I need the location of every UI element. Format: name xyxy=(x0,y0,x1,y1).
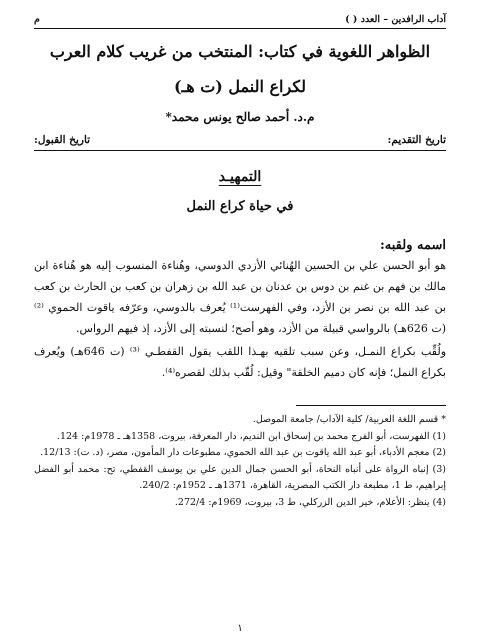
body-paragraph: هو أبو الحسن علي بن الحسين الهُنائي الأزدي الدوسي، وهُناءة المنسوب إليه هو هُناءة ابن مالك بن فهم بن غنم بن دوس بن عدنان بن عبد الله بن زهران بن كعب بن الحارث بن كعب بن عبد الله بن نصر بن الأزد، وفي الفهرست⁽¹⁾ يُعرف بالدوسي، وعرّفه ياقوت الحموي ⁽²⁾ (ت 626هـ) بالرواسي قبيلة من الأزد، وهو أصح؛ لنسبته إلى الأزد، إذ فيهم الرواس. xyxy=(34,259,447,335)
accepted-date: تاريخ القبول: xyxy=(34,134,91,146)
footnote-rule xyxy=(296,405,446,406)
footnote-3: (3) إنباه الرواة على أنباه النحاة، أبو الحسن جمال الدين علي بن يوسف القفطي، تح: محمد أبو الفضل إبراهيم، ط 1، مطبعة دار الكتب المصرية، القاهرة، 1371هـ ـ 1952م: 240/2. xyxy=(34,463,446,491)
dates-row xyxy=(34,134,446,146)
author-name: م.د. أحمد صالح يونس محمد* xyxy=(165,110,315,124)
journal-header xyxy=(34,12,446,26)
article-title: الظواهر اللغوية في كتاب: المنتخب من غريب كلام العرب xyxy=(49,42,431,61)
dates-rule xyxy=(34,150,446,151)
header-rule xyxy=(34,28,446,29)
document-page xyxy=(34,12,446,632)
article-title-line2: لكراع النمل (ت هـ) xyxy=(173,77,307,96)
body-paragraph: ولُقِّب بكراع النمـل، وعن سبب تلقيه بهـذا اللقب يقول القفطـي ⁽³⁾ (ت 646هـ) ويُعرف بكراع النمل؛ فإنه كان دميم الخلقة" وقيل: لُقّب بذلك لقصره⁽⁴⁾. xyxy=(34,345,447,379)
page-number: ١ xyxy=(237,623,243,634)
section-subtitle: في حياة كراع النمل xyxy=(186,199,294,214)
footnote-4: (4) ينظر: الأعلام، خير الدين الزركلي، ط 3، بيروت، 1969م: 272/4. xyxy=(174,496,446,508)
footnote-affiliation: * قسم اللغة العربية/ كلية الآداب/ جامعة الموصل. xyxy=(252,414,446,425)
footnote-1: (1) الفهرست، أبو الفرج محمد بن إسحاق ابن النديم، دار المعرفة، بيروت، 1358هـ ـ 1978م: 124. xyxy=(56,430,446,442)
submitted-date: تاريخ التقديم: xyxy=(387,134,446,146)
journal-name: آداب الرافدين – العدد ( ) xyxy=(345,13,446,25)
footnotes xyxy=(34,412,446,511)
footnote-2: (2) معجم الأدباء، أبو عبد الله ياقوت بن عبد الله الحموي، مطبوعات دار المأمون، مصر، (د. ت): 12/13. xyxy=(40,447,446,458)
subheading: اسمه ولقبه: xyxy=(379,238,446,253)
section-title: التمهيـد xyxy=(218,169,262,185)
journal-year: م xyxy=(34,13,40,25)
